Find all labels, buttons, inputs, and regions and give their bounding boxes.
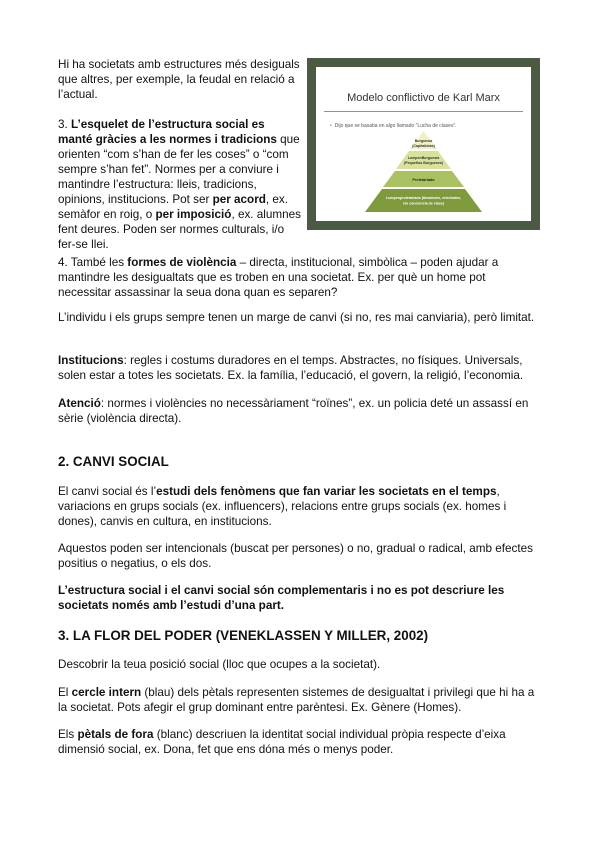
per-imposicio: per imposició bbox=[155, 208, 232, 221]
point-4-text-2: – directa, institucional, simbòlica – poden ajudar a mantindre les desigualtats que es troben en una societat. Ex. per què un home pot necessitar assassinar la seua dona quan es separen? bbox=[58, 256, 499, 299]
s2-p1-bold: estudi dels fenòmens que fan variar les societats en el temps bbox=[156, 485, 497, 498]
institucions-term: Institucions bbox=[58, 354, 124, 367]
bullet-icon: • bbox=[330, 123, 332, 129]
point-3-paragraph bbox=[58, 117, 302, 252]
section-2-paragraph-3: L’estructura social i el canvi social són complementaris i no es pot descriure les societats només amb l’estudi d’una part. bbox=[58, 584, 505, 612]
marx-slide-image bbox=[307, 58, 540, 230]
atencio-paragraph bbox=[58, 396, 542, 426]
section-3-paragraph-1: Descobrir la teua posició social (lloc que ocupes a la societat). bbox=[58, 658, 381, 671]
section-3-heading: 3. LA FLOR DEL PODER (VENEKLASSEN Y MILLER, 2002) bbox=[58, 628, 429, 643]
intro-paragraph: Hi ha societats amb estructures més desiguals que altres, per exemple, la feudal en relació a l’actual. bbox=[58, 58, 300, 101]
point-3-text-3: , ex. alumnes fent deures. Poden ser normes culturals, i/o fer-se llei. bbox=[58, 208, 301, 251]
point-3-bold: L’esquelet de l’estructura social es manté gràcies a les normes i tradicions bbox=[58, 118, 277, 146]
individu-paragraph: L’individu i els grups sempre tenen un marge de canvi (si no, res mai canviaria), però limitat. bbox=[58, 311, 535, 324]
point-3-text-2: , ex. semàfor en roig, o bbox=[58, 193, 288, 221]
institucions-paragraph bbox=[58, 353, 542, 383]
point-3-number: 3. bbox=[58, 118, 71, 131]
point-4-paragraph bbox=[58, 255, 542, 300]
level-2-label: LumpenBurguesía bbox=[407, 156, 440, 160]
s2-p1-text: El canvi social és l’ bbox=[58, 485, 157, 498]
s3-p3-text-2: (blanc) descriuen la identitat social individual pròpia respecte d’eixa dimensió social, ex. Dona, fet que ens dóna més o menys poder. bbox=[58, 728, 506, 756]
institucions-text: : regles i costums duradores en el temps. Abstractes, no físiques. Universals, solen estar a totes les societats. Ex. la família, l’educació, el govern, la religió, l’economia. bbox=[58, 354, 524, 382]
level-4-label: Lumpenproletariado (timadores, criminales, bbox=[386, 196, 461, 200]
level-4-sublabel: sin conciencia de clase) bbox=[402, 201, 445, 206]
cercle-intern: cercle intern bbox=[71, 686, 142, 699]
level-3-label: Proletariado bbox=[412, 178, 435, 182]
point-3-text: que orienten “com s’han de fer les coses” o “com sempre s’han fet”. Normes per a conviure i mantindre l’estructura: lleis, tradicions, opinions, institucions. Pot ser bbox=[58, 133, 300, 206]
s2-p1-text-2: , variacions en grups socials (ex. influencers), relacions entre grups socials (ex. homes i dones), canvis en cultura, en institucions. bbox=[58, 485, 507, 528]
level-2-sublabel: (Pequeños Burgueses) bbox=[403, 161, 444, 165]
s3-p2-text-2: (blau) dels pètals representen sistemes de desigualtat i privilegi que hi ha a la societat. Pots afegir el grup dominant entre parèntesi. Ex. Gènere (Homes). bbox=[58, 686, 535, 714]
s3-p3-text: Els bbox=[58, 728, 78, 741]
section-2-paragraph-1 bbox=[58, 484, 542, 529]
class-pyramid bbox=[316, 67, 531, 221]
pyramid-level-4 bbox=[365, 189, 482, 212]
left-column bbox=[58, 57, 302, 252]
slide-title: Modelo conflictivo de Karl Marx bbox=[347, 92, 500, 104]
slide-bullet-text: Dijo que se basaba en algo llamado “Lucha de clases”. bbox=[334, 123, 457, 129]
section-2-paragraph-2: Aquestos poden ser intencionals (buscat per persones) o no, gradual o radical, amb efectes positius o negatius, o els dos. bbox=[58, 542, 533, 570]
s3-p2-text: El bbox=[58, 686, 72, 699]
atencio-text: : normes i violències no necessàriament “roïnes”, ex. un policia deté un assassí en sèrie (violència directa). bbox=[58, 397, 529, 425]
section-2-heading: 2. CANVI SOCIAL bbox=[58, 454, 169, 469]
per-acord: per acord bbox=[212, 193, 266, 206]
pyramid-level-2 bbox=[396, 151, 451, 169]
section-3-paragraph-3 bbox=[58, 727, 542, 757]
slide-body bbox=[316, 67, 531, 221]
petals-de-fora: pètals de fora bbox=[77, 728, 154, 741]
level-1-label: Burguesía bbox=[414, 139, 433, 143]
section-3-paragraph-2 bbox=[58, 685, 542, 715]
atencio-term: Atenció bbox=[58, 397, 101, 410]
point-4-text: 4. També les bbox=[58, 256, 128, 269]
point-4-bold: formes de violència bbox=[127, 256, 237, 269]
level-1-sublabel: (Capitalistas) bbox=[412, 144, 435, 148]
